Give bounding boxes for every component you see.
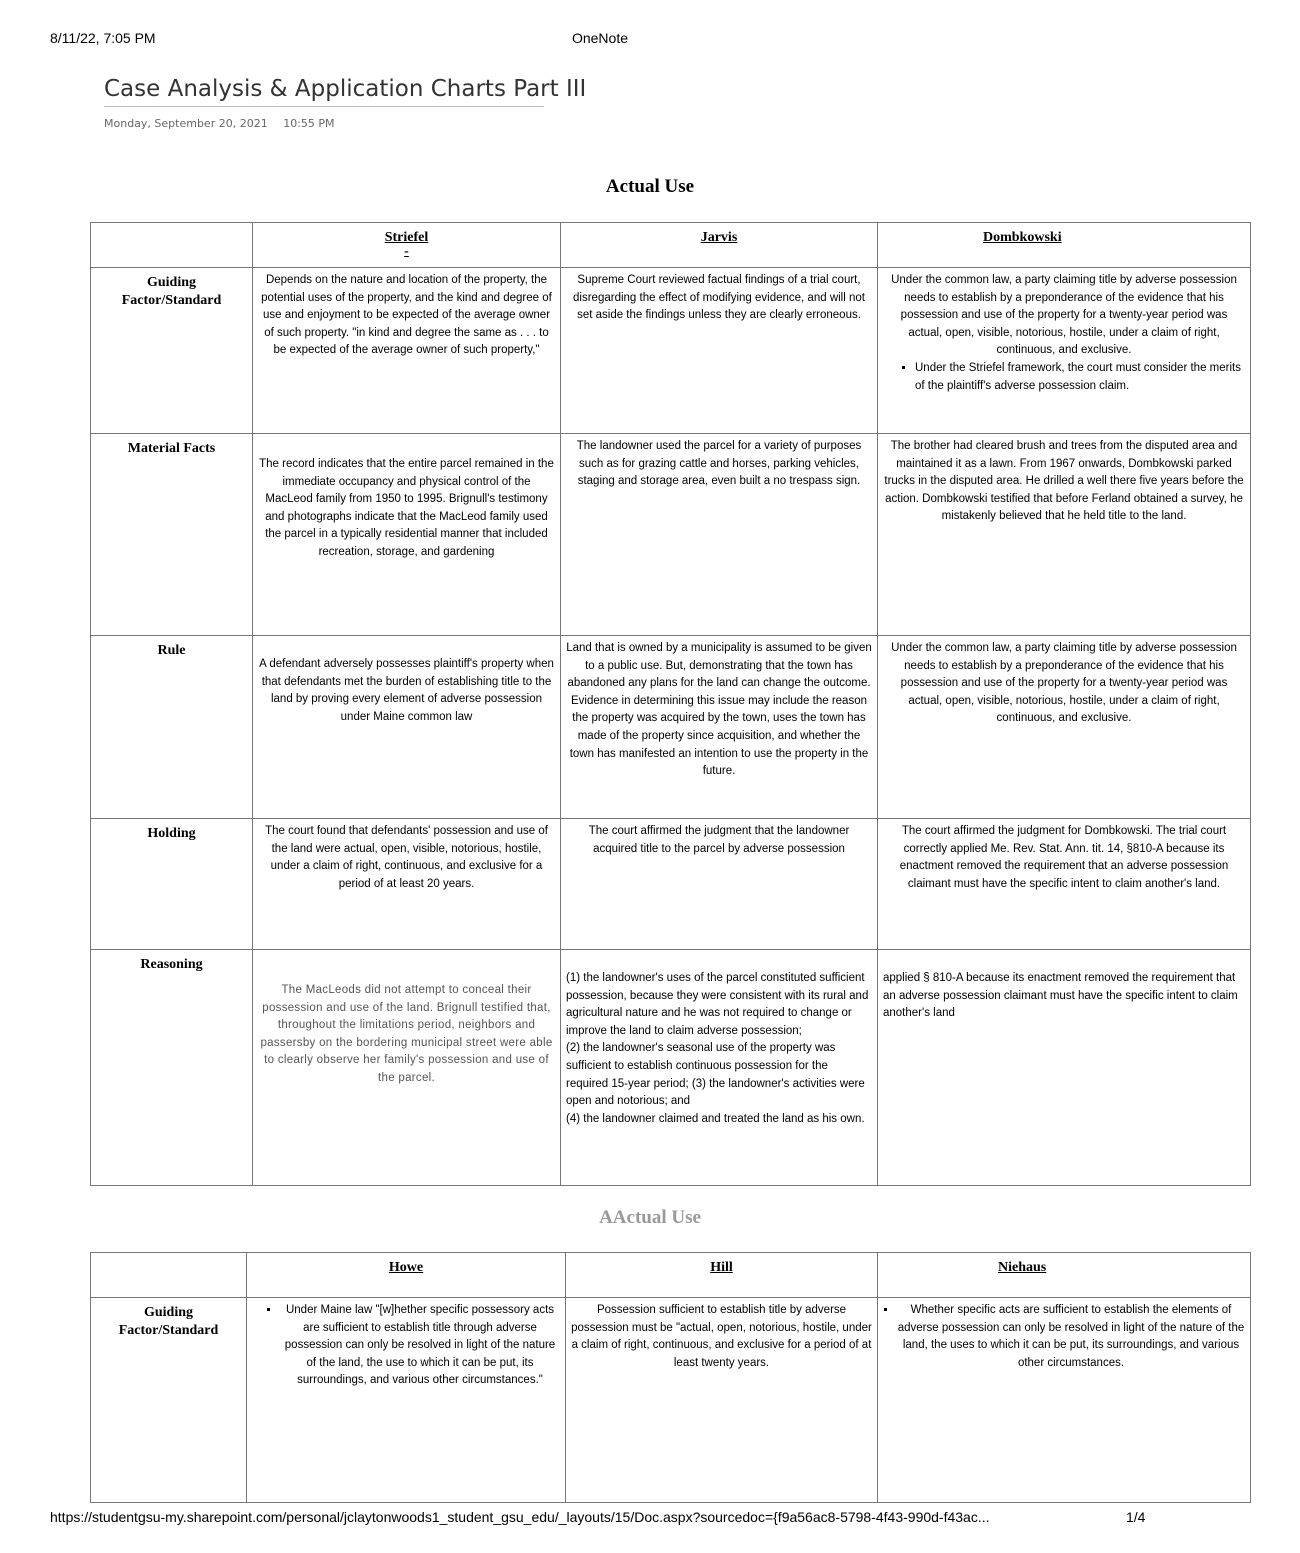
table-row bbox=[91, 1298, 1251, 1503]
cell-howe-guiding bbox=[247, 1298, 566, 1503]
footer-page-number: 1/4 bbox=[1126, 1509, 1146, 1525]
chart2-title: AActual Use bbox=[599, 1207, 701, 1228]
cell-jarvis-holding: The court affirmed the judgment that the landowner acquired title to the parcel by adverse possession bbox=[561, 819, 878, 950]
column-header-striefel bbox=[253, 223, 561, 268]
table-row bbox=[91, 819, 1251, 950]
cell-jarvis-guiding: Supreme Court reviewed factual findings of a trial court, disregarding the effect of modifying evidence, and will not set aside the findings unless they are clearly erroneous. bbox=[561, 268, 878, 434]
header-mark: - bbox=[404, 243, 409, 259]
chart1-table bbox=[90, 222, 1251, 1186]
row-label-facts: Material Facts bbox=[91, 434, 253, 636]
corner-cell bbox=[91, 1253, 247, 1298]
table-row bbox=[91, 268, 1251, 434]
row-label-holding: Holding bbox=[91, 819, 253, 950]
page-time: 10:55 PM bbox=[283, 117, 335, 130]
cell-dombkowski-guiding bbox=[878, 268, 1251, 434]
table-row bbox=[91, 434, 1251, 636]
column-header-hill: Hill bbox=[566, 1253, 878, 1298]
cell-striefel-rule: A defendant adversely possesses plaintiff's property when that defendants met the burden of establishing title to the land by proving every element of adverse possession under Maine common law bbox=[253, 636, 561, 819]
bullet-list bbox=[883, 1302, 1245, 1372]
page-date: Monday, September 20, 2021 bbox=[104, 117, 268, 130]
cell-text: Under the common law, a party claiming title by adverse possession needs to establish by a preponderance of the evidence that his possession and use of the property for a twenty-year period was actual, open, visible, notorious, hostile, under a claim of right, continuous, and exclusive. bbox=[891, 274, 1237, 357]
cell-jarvis-rule: Land that is owned by a municipality is assumed to be given to a public use. But, demonstrating that the town has abandoned any plans for the land can change the outcome. Evidence in determining this issue may include the reason the property was acquired by the town, uses the town has made of the property since acquisition, and whether the town has manifested an intention to use the property in the future. bbox=[561, 636, 878, 819]
cell-jarvis-facts: The landowner used the parcel for a variety of purposes such as for grazing cattle and horses, parking vehicles, staging and storage area, even built a no trespass sign. bbox=[561, 434, 878, 636]
column-header-label: Striefel bbox=[384, 230, 429, 245]
bullet-list bbox=[883, 360, 1245, 395]
chart1-viewport[interactable] bbox=[90, 222, 1244, 1186]
reasoning-line: (4) the landowner claimed and treated the land as his own. bbox=[566, 1112, 865, 1125]
cell-striefel-facts: The record indicates that the entire parcel remained in the immediate occupancy and physical control of the MacLeod family from 1950 to 1995. Brignull's testimony and photographs indicate that the MacLeod family used the parcel in a typically residential manner that included recreation, storage, and gardening bbox=[253, 434, 561, 636]
table-header-row bbox=[91, 223, 1251, 268]
cell-hill-guiding: Possession sufficient to establish title by adverse possession must be "actual, open, notorious, hostile, under a claim of right, continuous, and exclusive for a period of at least twenty years. bbox=[566, 1298, 878, 1503]
cell-striefel-holding: The court found that defendants' possession and use of the land were actual, open, visible, notorious, hostile, under a claim of right, continuous, and exclusive for a period of at least 20 years. bbox=[253, 819, 561, 950]
list-item: ▪ Under the Striefel framework, the court must consider the merits of the plaintiff's adverse possession claim. bbox=[915, 360, 1245, 395]
corner-cell bbox=[91, 223, 253, 268]
chart1-title: Actual Use bbox=[605, 176, 695, 197]
column-header-niehaus: Niehaus bbox=[878, 1253, 1251, 1298]
cell-dombkowski-rule: Under the common law, a party claiming title by adverse possession needs to establish by a preponderance of the evidence that his possession and use of the property for a twenty-year period was actual, open, visible, notorious, hostile, under a claim of right, continuous, and exclusive. bbox=[878, 636, 1251, 819]
table-row bbox=[91, 636, 1251, 819]
table-header-row bbox=[91, 1253, 1251, 1298]
print-app-name: OneNote bbox=[571, 30, 629, 46]
column-header-dombkowski: Dombkowski bbox=[878, 223, 1251, 268]
list-item: ▪ Under Maine law "[w]hether specific possessory acts are sufficient to establish title through adverse possession can only be resolved in light of the nature of the land, the use to which it can be put, its surroundings, and various other circumstances." bbox=[280, 1302, 560, 1390]
page-title: Case Analysis & Application Charts Part III bbox=[104, 76, 544, 107]
chart2-table bbox=[90, 1252, 1251, 1503]
cell-striefel-guiding: Depends on the nature and location of the property, the potential uses of the property, and the kind and degree of use and enjoyment to be expected of the average owner of such property. "in kind and degree the same as . . . to be expected of the average owner of such property," bbox=[253, 268, 561, 434]
chart2-viewport[interactable] bbox=[90, 1252, 1245, 1500]
cell-jarvis-reasoning bbox=[561, 950, 878, 1186]
cell-dombkowski-reasoning: applied § 810-A because its enactment removed the requirement that an adverse possession claimant must have the specific intent to claim another's land bbox=[878, 950, 1251, 1186]
cell-dombkowski-holding: The court affirmed the judgment for Dombkowski. The trial court correctly applied Me. Rev. Stat. Ann. tit. 14, §810-A because its enactment removed the requirement that an adverse possession claimant must have the specific intent to claim another's land. bbox=[878, 819, 1251, 950]
column-header-jarvis: Jarvis bbox=[561, 223, 878, 268]
cell-niehaus-guiding bbox=[878, 1298, 1251, 1503]
row-label-guiding: Guiding Factor/Standard bbox=[91, 268, 253, 434]
cell-striefel-reasoning: The MacLeods did not attempt to conceal their possession and use of the land. Brignull testified that, throughout the limitations period, neighbors and passersby on the bordering municipal street were able to clearly observe her family's possession and use of the parcel. bbox=[253, 950, 561, 1186]
reasoning-line: (2) the landowner's seasonal use of the property was sufficient to establish continuous possession for the required 15-year period; (3) the landowner's activities were open and notorious; and bbox=[566, 1042, 865, 1108]
row-label-guiding: Guiding Factor/Standard bbox=[91, 1298, 247, 1503]
list-item: ▪ Whether specific acts are sufficient to establish the elements of adverse possession can only be resolved in light of the nature of the land, the uses to which it can be put, its surroundings, and various other circumstances. bbox=[897, 1302, 1245, 1372]
row-label-reasoning: Reasoning bbox=[91, 950, 253, 1186]
cell-dombkowski-facts: The brother had cleared brush and trees from the disputed area and maintained it as a lawn. From 1967 onwards, Dombkowski parked trucks in the disputed area. He drilled a well there five years before the action. Dombkowski testified that before Ferland obtained a survey, he mistakenly believed that he held title to the land. bbox=[878, 434, 1251, 636]
page-meta bbox=[104, 117, 347, 130]
reasoning-line: (1) the landowner's uses of the parcel constituted sufficient possession, because they were consistent with its rural and agricultural nature and he was not required to change or improve the land to claim adverse possession; bbox=[566, 972, 869, 1037]
footer-url[interactable]: https://studentgsu-my.sharepoint.com/personal/jclaytonwoods1_student_gsu_edu/_layouts/15/Doc.aspx?sourcedoc={f9a56ac8-5798-4f43-990d-f43ac... bbox=[50, 1509, 990, 1525]
table-row bbox=[91, 950, 1251, 1186]
bullet-list bbox=[252, 1302, 560, 1390]
row-label-rule: Rule bbox=[91, 636, 253, 819]
print-datetime: 8/11/22, 7:05 PM bbox=[50, 30, 156, 46]
column-header-howe: Howe bbox=[247, 1253, 566, 1298]
